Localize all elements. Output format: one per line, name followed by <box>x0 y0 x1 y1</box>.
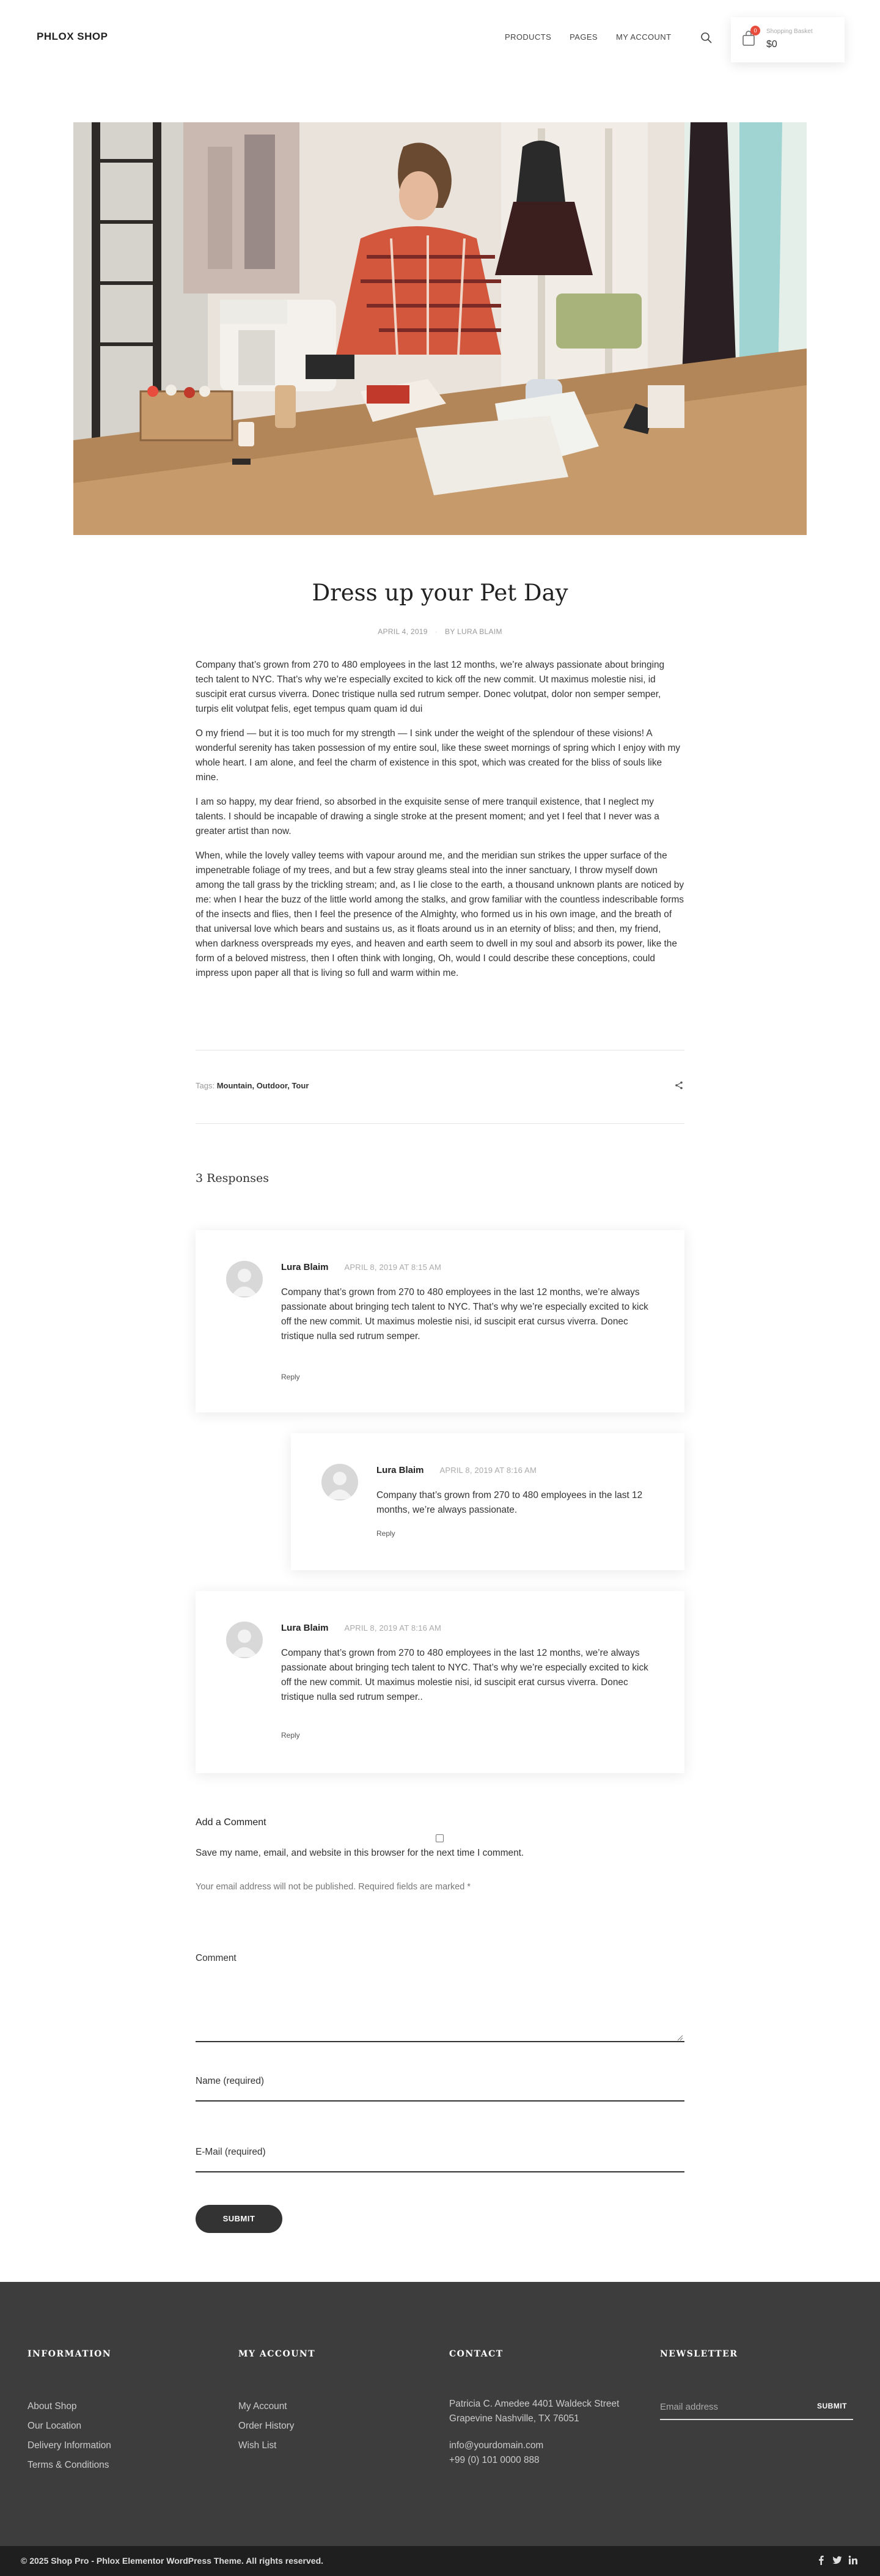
nav-item-my-account[interactable]: MY ACCOUNT <box>616 32 672 42</box>
tags-label: Tags: <box>196 1081 215 1090</box>
comment-card <box>291 1433 684 1570</box>
contact-phone: +99 (0) 101 0000 888 <box>449 2455 540 2465</box>
footer-link-our-location[interactable]: Our Location <box>28 2421 82 2431</box>
comment-field-label: Comment <box>196 1953 237 1963</box>
post-author[interactable]: BY LURA BLAIM <box>445 627 502 636</box>
reply-link[interactable]: Reply <box>376 1529 395 1538</box>
newsletter-form <box>660 2396 853 2420</box>
mini-cart[interactable] <box>731 17 845 62</box>
newsletter-submit-button[interactable]: SUBMIT <box>817 2402 847 2410</box>
site-footer <box>0 2282 880 2546</box>
avatar <box>321 1464 358 1500</box>
comment-author-name: Lura Blaim <box>376 1465 424 1475</box>
footer-heading: MY ACCOUNT <box>238 2349 316 2359</box>
comment-author <box>281 1623 441 1633</box>
comment-text: Company that’s grown from 270 to 480 employees in the last 12 months, we’re always passionate. <box>376 1490 643 1515</box>
comment-textarea[interactable] <box>196 2041 684 2042</box>
comment-date[interactable]: APRIL 8, 2019 AT 8:16 AM <box>439 1466 537 1475</box>
cart-label: Shopping Basket <box>766 28 813 35</box>
post-paragraph: When, while the lovely valley teems with vapour around me, and the meridian sun strikes the upper surface of the impenetrable foliage of my trees, and but a few stray gleams steal into the inner sanctuary, I throw myself down among the tall grass by the trickling stream; and, as I lie close to the earth, a thousand unknown plants are noticed by me: when I hear the buzz of the little world among the stalks, and grow familiar with the countless indescribable forms of the insects and flies, then I feel the presence of the Almighty, who formed us in his own image, and the breath of that universal love which bears and sustains us, as it floats around us in an eternity of bliss; and then, my friend, when darkness overspreads my eyes, and heaven and earth seem to dwell in my soul and absorb its power, like the form of a beloved mistress, then I often think with longing, Oh, would I could describe these conceptions, could impress upon paper all that is living so full and warm within me. <box>196 851 684 978</box>
comment-notes: Your email address will not be published. Required fields are marked * <box>196 1882 471 1892</box>
avatar <box>226 1622 263 1658</box>
meta-separator: · <box>435 627 438 636</box>
twitter-icon[interactable] <box>832 2555 842 2565</box>
site-logo[interactable]: PHLOX SHOP <box>37 31 108 42</box>
reply-link[interactable]: Reply <box>281 1373 300 1381</box>
post-paragraph: I am so happy, my dear friend, so absorbed in the exquisite sense of mere tranquil existence, that I neglect my talents. I should be incapable of drawing a single stroke at the present moment; and yet I feel that I never was a greater artist than now. <box>196 797 659 836</box>
submit-comment-button[interactable]: SUBMIT <box>196 2205 282 2233</box>
comment-author <box>376 1465 537 1475</box>
contact-address-line: Grapevine Nashville, TX 76051 <box>449 2413 579 2424</box>
cart-count-badge: 0 <box>750 26 760 35</box>
contact-email[interactable]: info@yourdomain.com <box>449 2440 544 2451</box>
search-icon[interactable] <box>700 32 713 44</box>
cart-total: $0 <box>766 39 777 50</box>
footer-newsletter <box>660 2349 738 2397</box>
footer-information <box>28 2349 111 2475</box>
post-paragraph: Company that’s grown from 270 to 480 employees in the last 12 months, we’re always passionate about bringing tech talent to NYC. That’s why we’re especially excited to kick off the new commit. Ut maximus molestie nisi, id suscipit erat cursus viverra. Donec tristique nulla sed rutrum semper. Donec volutpat, dolor non semper semper, turpis elit volutpat felis, eget tempus quam quam id dui <box>196 660 665 714</box>
comment-card <box>196 1591 684 1773</box>
comment-card <box>196 1230 684 1412</box>
main-nav <box>505 32 671 42</box>
facebook-icon[interactable] <box>816 2555 826 2565</box>
post-date[interactable]: APRIL 4, 2019 <box>378 627 428 636</box>
footer-link-about-shop[interactable]: About Shop <box>28 2401 77 2412</box>
social-links <box>816 2555 858 2565</box>
footer-link-wish-list[interactable]: Wish List <box>238 2440 277 2451</box>
post-content <box>196 658 684 991</box>
comment-author-name: Lura Blaim <box>281 1623 329 1633</box>
footer-heading: CONTACT <box>449 2349 504 2359</box>
divider <box>196 1123 684 1124</box>
linkedin-icon[interactable] <box>848 2555 858 2565</box>
post-meta <box>196 627 684 636</box>
comment-text: Company that’s grown from 270 to 480 employees in the last 12 months, we’re always passionate about bringing tech talent to NYC. That’s why we’re especially excited to kick off the new commit. Ut maximus molestie nisi, id suscipit erat cursus viverra. Donec tristique nulla sed rutrum semper. <box>281 1287 648 1342</box>
post-paragraph: O my friend — but it is too much for my strength — I sink under the weight of the splendour of these visions! A wonderful serenity has taken possession of my entire soul, like these sweet mornings of spring which I enjoy with my whole heart. I am alone, and feel the charm of existence in this spot, which was created for the bliss of souls like mine. <box>196 728 680 783</box>
newsletter-email-input[interactable] <box>660 2396 794 2418</box>
name-field-label: Name (required) <box>196 2076 265 2086</box>
resize-handle-icon[interactable] <box>677 2035 683 2041</box>
contact-address-line: Patricia C. Amedee 4401 Waldeck Street <box>449 2399 620 2409</box>
save-info-label: Save my name, email, and website in this browser for the next time I comment. <box>196 1848 524 1858</box>
tags-list[interactable]: Mountain, Outdoor, Tour <box>216 1081 309 1090</box>
post-featured-image <box>73 122 807 535</box>
save-info-checkbox[interactable] <box>436 1834 444 1842</box>
nav-item-products[interactable]: PRODUCTS <box>505 32 552 42</box>
share-icon[interactable] <box>675 1081 683 1090</box>
email-field[interactable] <box>196 2171 684 2172</box>
copyright: © 2025 Shop Pro - Phlox Elementor WordPress Theme. All rights reserved. <box>21 2556 324 2566</box>
footer-heading: INFORMATION <box>28 2349 112 2359</box>
footer-link-order-history[interactable]: Order History <box>238 2421 295 2431</box>
footer-link-my-account[interactable]: My Account <box>238 2401 287 2412</box>
comment-date[interactable]: APRIL 8, 2019 AT 8:15 AM <box>344 1263 442 1272</box>
site-header <box>0 0 880 79</box>
comment-date[interactable]: APRIL 8, 2019 AT 8:16 AM <box>344 1623 442 1633</box>
comment-author-name: Lura Blaim <box>281 1262 329 1272</box>
footer-link-terms[interactable]: Terms & Conditions <box>28 2460 109 2470</box>
footer-link-delivery[interactable]: Delivery Information <box>28 2440 111 2451</box>
comment-form-title: Add a Comment <box>196 1817 266 1828</box>
post-title: Dress up your Pet Day <box>312 580 568 606</box>
bottom-bar <box>0 2546 880 2576</box>
reply-link[interactable]: Reply <box>281 1731 300 1740</box>
footer-my-account <box>238 2349 315 2456</box>
email-field-label: E-Mail (required) <box>196 2147 266 2157</box>
footer-contact <box>449 2349 619 2468</box>
footer-heading: NEWSLETTER <box>660 2349 738 2359</box>
post-tags <box>196 1081 309 1090</box>
nav-item-pages[interactable]: PAGES <box>570 32 598 42</box>
comment-author <box>281 1262 441 1272</box>
avatar <box>226 1261 263 1297</box>
responses-title: 3 Responses <box>196 1172 270 1185</box>
name-field[interactable] <box>196 2100 684 2102</box>
comment-text: Company that’s grown from 270 to 480 employees in the last 12 months, we’re always passionate about bringing tech talent to NYC. That’s why we’re especially excited to kick off the new commit. Ut maximus molestie nisi, id suscipit erat cursus viverra. Donec tristique nulla sed rutrum semper.. <box>281 1648 648 1702</box>
